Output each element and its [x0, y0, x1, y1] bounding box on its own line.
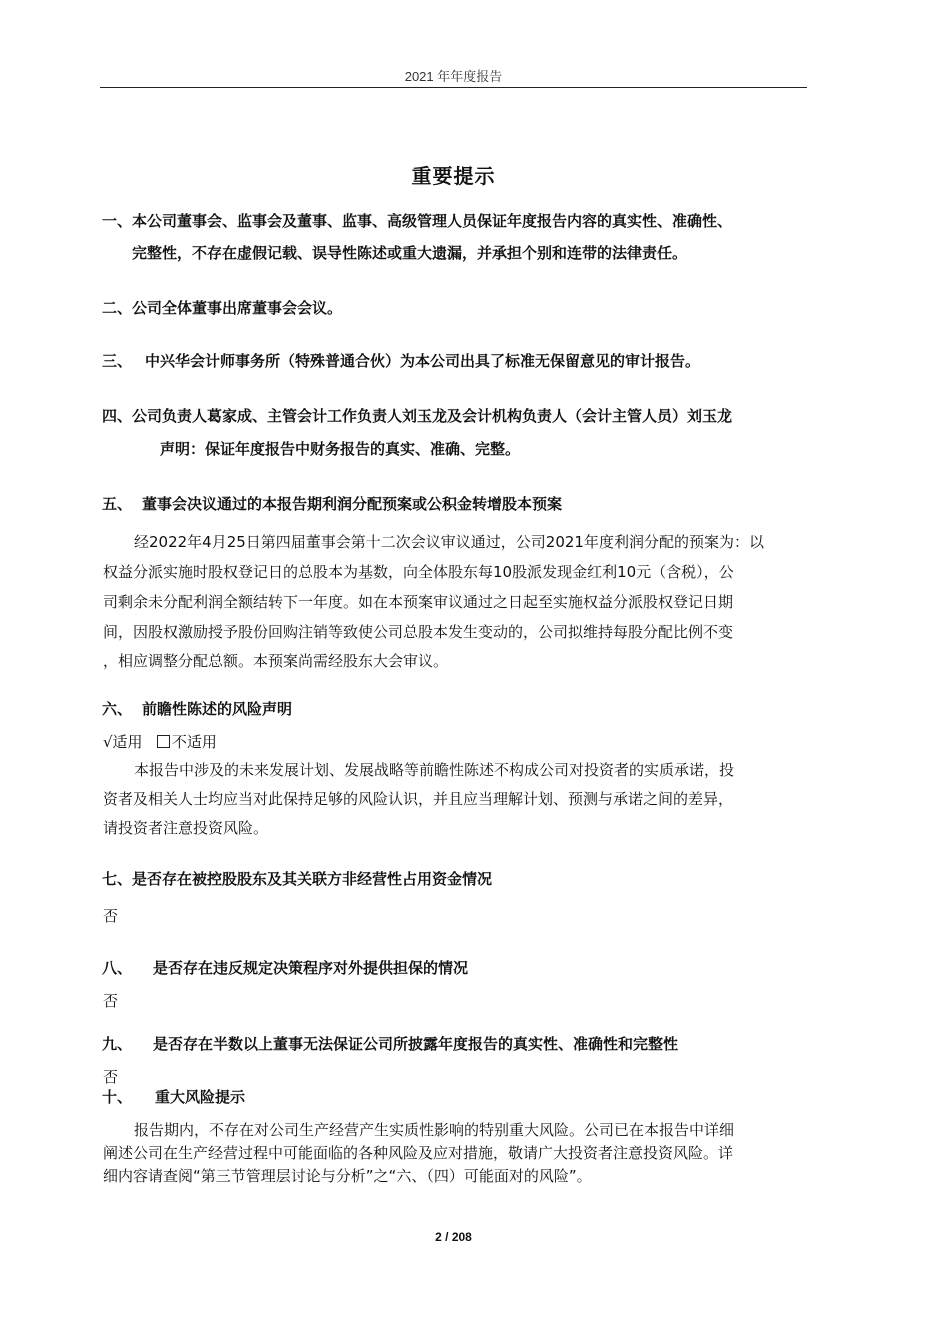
- item-6-number: 六、: [102, 700, 133, 718]
- item-10-para-line-3: 细内容请查阅“第三节管理层讨论与分析”之“六、（四）可能面对的风险”。: [103, 1167, 592, 1185]
- item-5-para-line-4: 间，因股权激励授予股份回购注销等致使公司总股本发生变动的，公司拟维持每股分配比例不变: [103, 623, 734, 641]
- item-6-para-line-2: 资者及相关人士均应当对此保持足够的风险认识，并且应当理解计划、预测与承诺之间的差异，: [103, 790, 734, 808]
- item-10-number: 十、: [102, 1088, 133, 1106]
- item-5-para-line-5: ，相应调整分配总额。本预案尚需经股东大会审议。: [103, 652, 449, 670]
- header-rule: [100, 87, 807, 88]
- applicability-row: [103, 731, 217, 753]
- item-8-text: 是否存在违反规定决策程序对外提供担保的情况: [153, 959, 469, 977]
- page-number: 2 / 208: [435, 1230, 472, 1244]
- item-8-number: 八、: [102, 959, 133, 977]
- item-6-para-line-1: 本报告中涉及的未来发展计划、发展战略等前瞻性陈述不构成公司对投资者的实质承诺，投: [134, 761, 735, 779]
- item-5-heading: 董事会决议通过的本报告期利润分配预案或公积金转增股本预案: [142, 495, 563, 513]
- item-9-text: 是否存在半数以上董事无法保证公司所披露年度报告的真实性、准确性和完整性: [153, 1035, 679, 1053]
- item-10-para-line-2: 阐述公司在生产经营过程中可能面临的各种风险及应对措施，敬请广大投资者注意投资风险。详: [103, 1144, 734, 1162]
- item-8-answer: 否: [103, 992, 119, 1010]
- item-4-line-1: 四、公司负责人葛家成、主管会计工作负责人刘玉龙及会计机构负责人（会计主管人员）刘玉龙: [102, 407, 733, 425]
- item-10-para-line-1: 报告期内，不存在对公司生产经营产生实质性影响的特别重大风险。公司已在本报告中详细: [134, 1121, 735, 1139]
- item-1-line-1: 一、本公司董事会、监事会及董事、监事、高级管理人员保证年度报告内容的真实性、准确性、: [102, 212, 733, 230]
- running-header: 2021 年年度报告: [404, 69, 503, 84]
- item-9-number: 九、: [102, 1035, 133, 1053]
- item-6-para-line-3: 请投资者注意投资风险。: [103, 819, 269, 837]
- item-4-line-2: 声明：保证年度报告中财务报告的真实、准确、完整。: [160, 440, 521, 458]
- item-7: 七、是否存在被控股股东及其关联方非经营性占用资金情况: [102, 870, 493, 888]
- item-3-number: 三、: [102, 352, 133, 370]
- item-7-answer: 否: [103, 907, 119, 925]
- applicable-checked: √适用: [103, 733, 143, 751]
- item-1-line-2: 完整性，不存在虚假记载、误导性陈述或重大遗漏，并承担个别和连带的法律责任。: [132, 244, 688, 262]
- item-5-number: 五、: [102, 495, 133, 513]
- checkbox-empty-icon: [157, 735, 170, 748]
- item-5-para-line-2: 权益分派实施时股权登记日的总股本为基数，向全体股东每10股派发现金红利10元（含税），公: [103, 563, 734, 581]
- item-10-heading: 重大风险提示: [155, 1088, 246, 1106]
- item-9-answer: 否: [103, 1068, 119, 1086]
- not-applicable-label: 不适用: [171, 733, 217, 751]
- item-3-text: 中兴华会计师事务所（特殊普通合伙）为本公司出具了标准无保留意见的审计报告。: [145, 352, 701, 370]
- page-title: 重要提示: [411, 164, 496, 188]
- item-2: 二、公司全体董事出席董事会会议。: [102, 299, 343, 317]
- item-5-para-line-1: 经2022年4月25日第四届董事会第十二次会议审议通过，公司2021年度利润分配的预案为：以: [134, 533, 764, 551]
- item-6-heading: 前瞻性陈述的风险声明: [142, 700, 293, 718]
- item-5-para-line-3: 司剩余未分配利润全额结转下一年度。如在本预案审议通过之日起至实施权益分派股权登记日期: [103, 593, 734, 611]
